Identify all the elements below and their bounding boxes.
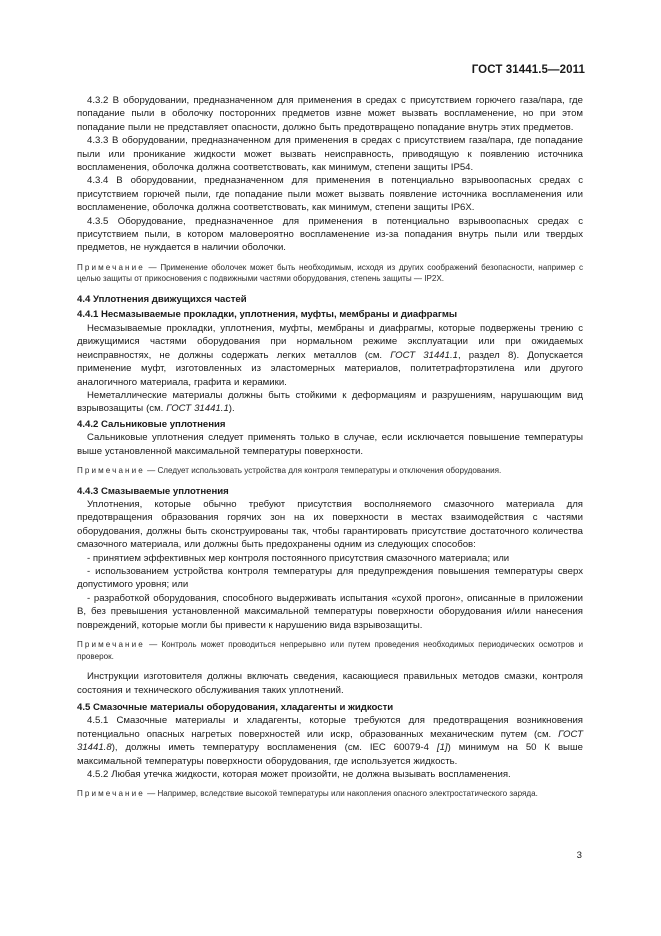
clause-4-3-4: 4.3.4 В оборудовании, предназначенном для применения в потенциально взрывоопасных средах с присутствием горючей пыли, где попадание пыли может вызвать появление источника воспламенения или воспламенение, оболочка должна соответствовать, как минимум, степени защиты IP6X. xyxy=(77,175,583,214)
clause-4-4-2: Сальниковые уплотнения следует применять только в случае, если исключается повышение температуры выше установленной максимальной температуры поверхности. xyxy=(77,432,583,457)
page-number: 3 xyxy=(576,850,582,861)
list-item: - принятием эффективных мер контроля постоянного присутствия смазочного материала; или xyxy=(87,552,510,564)
clause-4-3-3: 4.3.3 В оборудовании, предназначенном для применения в средах с присутствием газа/пара, где попадание пыли или проникание жидкости может вызвать неисправность, приводящую к появлению источника воспламенения, оболочка должна соответствовать, как минимум, степени защиты IP54. xyxy=(77,135,583,174)
note-temperature-control: Примечание — Следует использовать устройства для контроля температуры и отключения оборудования. xyxy=(77,465,502,475)
clause-4-4-3: Уплотнения, которые обычно требуют присутствия восполняемого смазочного материала для предотвращения образования горячих зон на их поверхности в местах взаимодействия с частями оборудования, должны быть сконструированы так, чтобы гарантировать присутствие достаточного количества смазочного материала, или должны быть предохранены одним из следующих способов: xyxy=(77,498,583,551)
clause-4-5-2: 4.5.2 Любая утечка жидкости, которая может произойти, не должна вызывать воспламенения. xyxy=(87,769,511,781)
clause-4-4-1-para-2: Неметаллические материалы должны быть стойкими к деформациям и разрушениям, нарушающим вид взрывозащиты (см. ГОСТ 31441.1). xyxy=(77,389,583,415)
reference-gost-31441-8: ГОСТ 31441.8 xyxy=(77,728,583,754)
heading-4-4-3: 4.4.3 Смазываемые уплотнения xyxy=(77,485,229,497)
note-enclosures: Примечание — Применение оболочек может быть необходимым, исходя из других соображений безопасности, например с целью защиты от прикосновения с подвижными частями оборудования, степень защиты — IP2X. xyxy=(77,262,583,284)
manufacturer-instructions: Инструкции изготовителя должны включать сведения, касающиеся правильных методов смазки, контроля состояния и технического обслуживания таких уплотнений. xyxy=(77,671,583,696)
document-code: ГОСТ 31441.5—2011 xyxy=(471,64,585,76)
list-item: - разработкой оборудования, способного выдерживать испытания «сухой прогон», описанные в приложении В, без превышения установленной максимальной температуры поверхности оборудования и/или нанесения повреждений, которые могли бы привести к нарушению вида взрывозащиты. xyxy=(77,592,583,631)
heading-4-4-1: 4.4.1 Несмазываемые прокладки, уплотнения, муфты, мембраны и диафрагмы xyxy=(77,309,458,321)
reference-gost-31441-1: ГОСТ 31441.1 xyxy=(390,349,458,361)
heading-4-4: 4.4 Уплотнения движущихся частей xyxy=(77,294,247,306)
note-electrostatic: Примечание — Например, вследствие высокой температуры или накопления опасного электростатического заряда. xyxy=(77,789,538,799)
clause-4-4-1-para-1: Несмазываемые прокладки, уплотнения, муфты, мембраны и диафрагмы, которые подвержены трению с движущимися частями оборудования при нормальном режиме эксплуатации или при ожидаемых неисправностях, не должны содержать легких металлов (см. ГОСТ 31441.1, раздел 8). Допускается применение муфт, изготовленных из эластомерных материалов, политетрафторэтилена или другого аналогичного материала, графита и керамики. xyxy=(77,322,583,388)
clause-4-5-1: 4.5.1 Смазочные материалы и хладагенты, которые требуются для предотвращения возникновения потенциально опасных нагретых поверхностей или искр, образованных механическим путем (см. ГОСТ 31441.8), должны иметь температуру воспламенения (см. IEC 60079-4 [1]) минимум на 50 К выше максимальной температуры поверхности оборудования, где используется жидкость. xyxy=(77,715,583,767)
heading-4-4-2: 4.4.2 Сальниковые уплотнения xyxy=(77,418,226,430)
document-body xyxy=(77,94,583,808)
clause-4-3-2: 4.3.2 В оборудовании, предназначенном для применения в средах с присутствием горючего газа/пара, где попадание пыли в оболочку посторонних предметов извне может вызвать воспламенение, но при этом попадание пыли не представляет опасности, должно быть предотвращено попадание внутрь этих предметов. xyxy=(77,95,583,133)
clause-4-3-5: 4.3.5 Оборудование, предназначенное для применения в потенциально взрывоопасных средах с присутствием пыли, в котором маловероятно воспламенение из-за попадания внутрь пыли или твердых предметов, не нуждается в наличии оболочки. xyxy=(77,215,583,254)
heading-4-5: 4.5 Смазочные материалы оборудования, хладагенты и жидкости xyxy=(77,702,394,713)
list-item: - использованием устройства контроля температуры для предупреждения повышения температуры сверх допустимого уровня; или xyxy=(77,565,583,591)
note-inspection: Примечание — Контроль может проводиться непрерывно или путем проведения необходимых периодических осмотров и проверок. xyxy=(77,640,583,661)
reference-gost-31441-1: ГОСТ 31441.1 xyxy=(166,403,229,415)
reference-bibliography-1: [1] xyxy=(436,742,448,754)
